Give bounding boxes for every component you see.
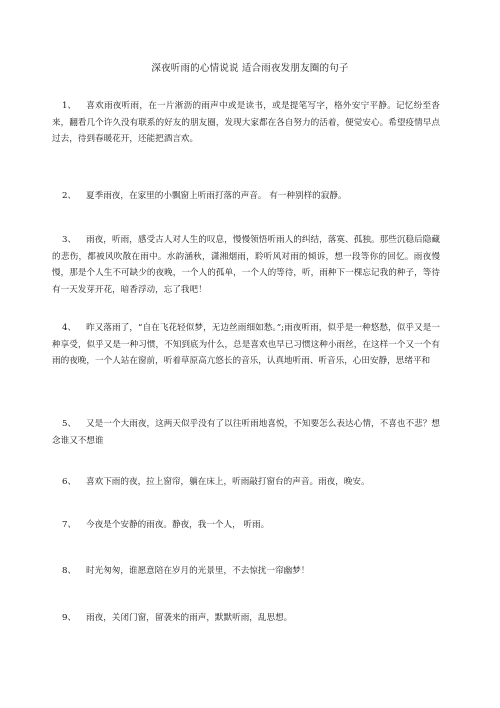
paragraph-number: 3、 [62, 235, 77, 245]
paragraph-number: 9、 [62, 613, 77, 623]
paragraph-text: 喜欢雨夜听雨，在一片淅沥的雨声中或是读书，或是提笔写字，格外安宁平静。记忆纷至沓来，翻看几个许久没有联系的好友的朋友圈，发现大家都在各自努力的活着，便觉安心。希望疫情早点过去，待到春暖花开，还能把酒言欢。 [52, 101, 440, 144]
paragraph-9 [52, 610, 440, 627]
paragraph-3 [52, 232, 440, 298]
paragraph-text: 喜欢下雨的夜，拉上窗帘，躺在床上，听雨敲打窗台的声音。雨夜，晚安。 [86, 477, 370, 487]
paragraph-text: 又是一个大雨夜，这两天似乎没有了以往听雨地喜悦，不知要怎么表达心情，不喜也不悲？想念谁又不想谁 [52, 419, 440, 446]
paragraph-text: 昨又落雨了，“自在飞花轻似梦，无边丝雨细如愁。”;雨夜听雨，似乎是一种悠愁，似乎又是一种享受，似乎又是一种习惯，不知到底为什么，总是喜欢也早已习惯这种小雨丝，在这样一个又一个有雨的夜晚，一个人站在窗前，听着草原高亢悠长的音乐，认真地听雨、听音乐，心田安静，思绪平和 [52, 323, 440, 366]
paragraph-text: 雨夜，听雨，感受古人对人生的叹息，慢慢领悟听雨人的纠结，落寞、孤独。那些沉稳后隐藏的悲伤，都被风吹散在雨中。水韵涵秋，潇湘烟雨，聆听风对雨的倾诉，想一段等你的回忆。雨夜慢慢，那是个人生不可缺少的夜晚，一个人的孤单，一个人的等待，听，雨种下一棵忘记我的种子，等待有一天发芽开花，暗香浮动，忘了我吧！ [52, 235, 440, 295]
paragraph-number: 4、 [62, 323, 77, 333]
paragraph-7 [52, 517, 440, 534]
paragraph-number: 6、 [62, 477, 77, 487]
paragraph-text: 雨夜，关闭门窗，留袭来的雨声，默默听雨，乱思想。 [86, 613, 293, 623]
paragraph-6 [52, 474, 440, 491]
paragraph-number: 1、 [62, 101, 77, 111]
paragraph-text: 夏季雨夜，在家里的小飘窗上听雨打落的声音。 有一种别样的寂静。 [86, 191, 347, 201]
paragraph-8 [52, 563, 440, 580]
paragraph-number: 8、 [62, 566, 77, 576]
paragraph-4 [52, 320, 440, 370]
paragraph-number: 5、 [62, 419, 77, 429]
document-title: 深夜听雨的心情说说 适合雨夜发朋友圈的句子 [151, 63, 349, 74]
paragraph-5 [52, 416, 440, 449]
paragraph-text: 今夜是个安静的雨夜。静夜，我一个人， 听雨。 [86, 520, 270, 530]
paragraph-number: 2、 [62, 191, 77, 201]
paragraph-text: 时光匆匆，谁愿意陪在岁月的光景里，不去惊扰一帘幽梦！ [86, 566, 310, 576]
paragraph-number: 7、 [62, 520, 77, 530]
paragraph-2 [52, 188, 440, 205]
paragraph-1 [52, 98, 440, 148]
